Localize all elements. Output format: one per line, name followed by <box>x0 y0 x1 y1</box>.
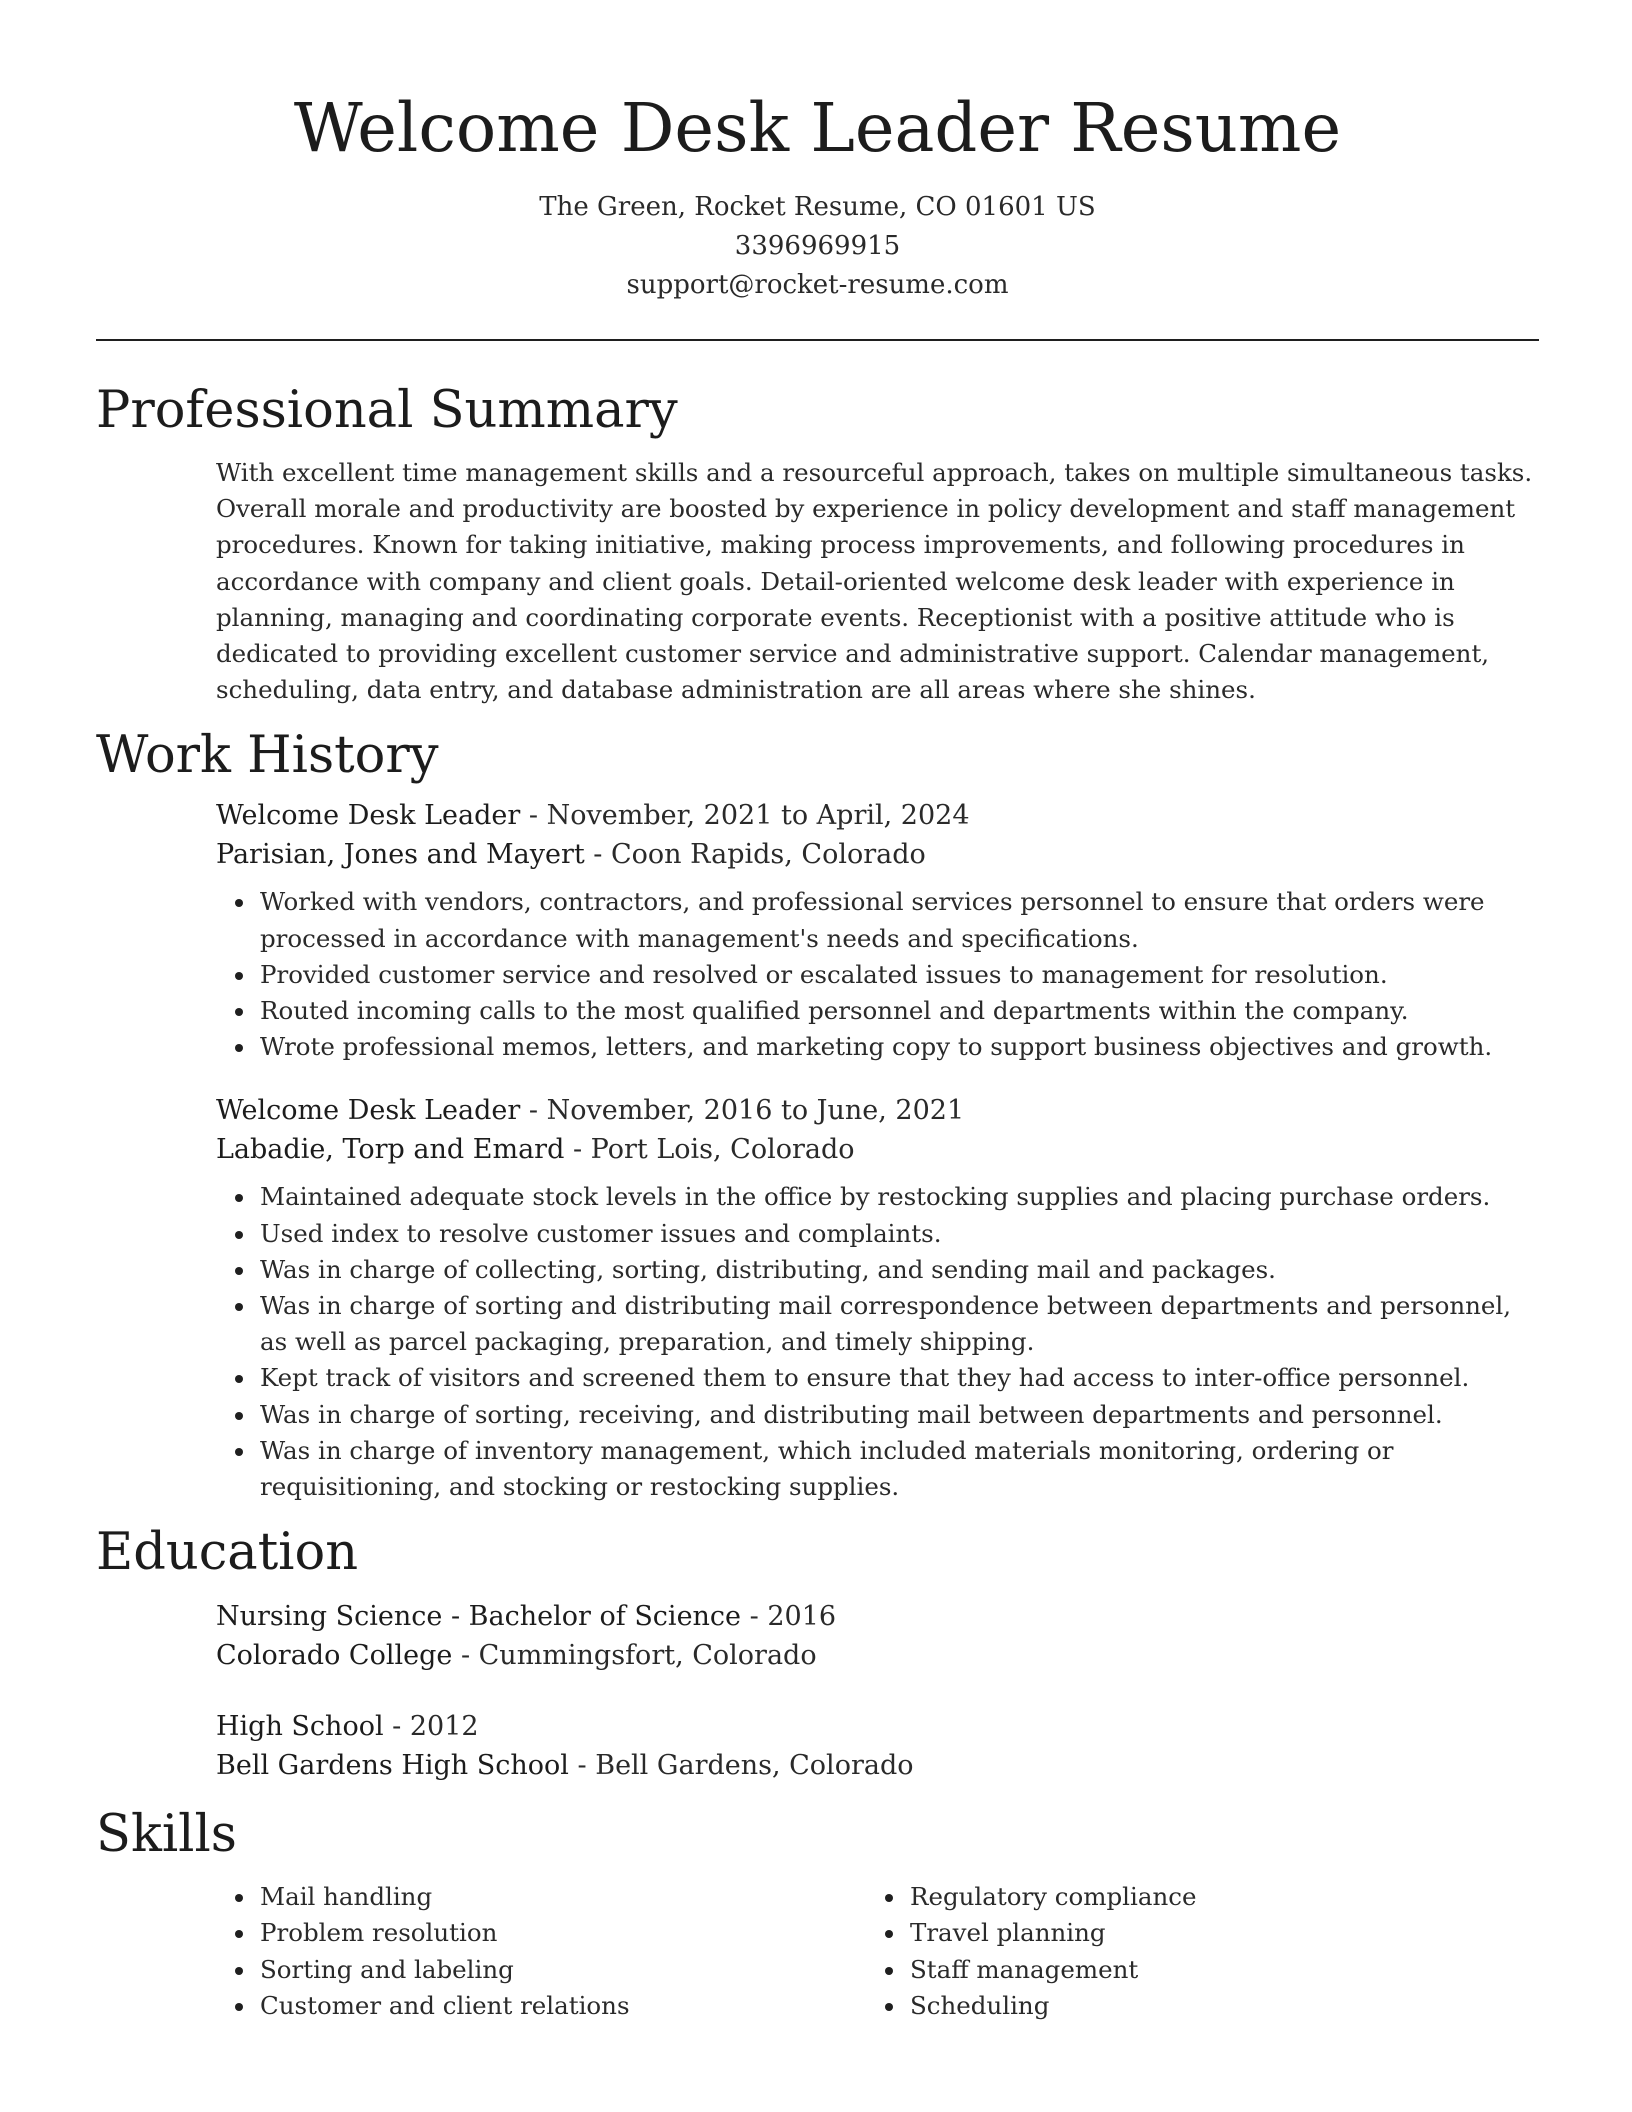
skill-item: Customer and client relations <box>260 1988 866 2024</box>
skill-item: Travel planning <box>910 1915 1516 1951</box>
job-location: - Coon Rapids, Colorado <box>584 839 926 871</box>
education-year: - 2012 <box>383 1711 479 1743</box>
job-title-line <box>216 1091 1539 1130</box>
skill-item: Regulatory compliance <box>910 1879 1516 1915</box>
job-entry <box>216 796 1539 1065</box>
list-item: Was in charge of collecting, sorting, distributing, and sending mail and packages. <box>260 1252 1539 1288</box>
education-section <box>96 1521 1539 1785</box>
education-degree: Nursing Science - Bachelor of Science <box>216 1601 742 1633</box>
education-degree-line <box>216 1597 1539 1636</box>
list-item: Provided customer service and resolved or escalated issues to management for resolution. <box>260 957 1539 993</box>
education-location: - Cummingsfort, Colorado <box>452 1640 817 1672</box>
contact-address: The Green, Rocket Resume, CO 01601 US <box>539 192 1096 222</box>
education-entry <box>216 1597 1539 1675</box>
skill-item: Mail handling <box>260 1879 866 1915</box>
resume-page <box>96 0 1539 2024</box>
skills-list-right <box>866 1879 1516 2024</box>
job-title-line <box>216 796 1539 835</box>
skill-item: Scheduling <box>910 1988 1516 2024</box>
list-item: Worked with vendors, contractors, and professional services personnel to ensure that orders were processed in accordance with management's needs and specifications. <box>260 884 1539 956</box>
contact-email: support@rocket-resume.com <box>626 270 1009 300</box>
job-company: Parisian, Jones and Mayert <box>216 839 585 871</box>
contact-block <box>96 188 1539 305</box>
resume-header <box>96 0 1539 305</box>
header-divider <box>96 339 1539 341</box>
job-company: Labadie, Torp and Emard <box>216 1134 565 1166</box>
summary-heading: Professional Summary <box>96 381 678 440</box>
list-item: Kept track of visitors and screened them to ensure that they had access to inter-office personnel. <box>260 1360 1539 1396</box>
skill-item: Sorting and labeling <box>260 1952 866 1988</box>
job-duties-list <box>216 1179 1539 1505</box>
contact-phone: 3396969915 <box>734 231 901 261</box>
skill-item: Staff management <box>910 1952 1516 1988</box>
education-location: - Bell Gardens, Colorado <box>568 1750 914 1782</box>
education-heading: Education <box>96 1523 359 1583</box>
skills-heading: Skills <box>96 1805 237 1865</box>
education-school: Bell Gardens High School <box>216 1750 569 1782</box>
job-dates: - November, 2021 to April, 2024 <box>520 800 970 832</box>
education-entry <box>216 1707 1539 1785</box>
education-degree: High School <box>216 1711 384 1743</box>
resume-title: Welcome Desk Leader Resume <box>293 89 1342 167</box>
list-item: Was in charge of sorting, receiving, and distributing mail between departments and personnel. <box>260 1397 1539 1433</box>
skills-list-left <box>216 1879 866 2024</box>
list-item: Routed incoming calls to the most qualified personnel and departments within the company. <box>260 993 1539 1029</box>
education-school: Colorado College <box>216 1640 453 1672</box>
skills-grid <box>216 1879 1539 2024</box>
work-history-section <box>96 724 1539 1505</box>
education-year: - 2016 <box>741 1601 837 1633</box>
list-item: Maintained adequate stock levels in the office by restocking supplies and placing purchase orders. <box>260 1179 1539 1215</box>
job-role: Welcome Desk Leader <box>216 800 521 832</box>
skills-section <box>96 1803 1539 2024</box>
work-history-heading: Work History <box>96 726 439 786</box>
summary-text: With excellent time management skills and a resourceful approach, takes on multiple simultaneous tasks. Overall morale and productivity are boosted by experience in policy development and staff management procedures. Known for taking initiative, making process improvements, and following procedures in accordance with company and client goals. Detail-oriented welcome desk leader with experience in planning, managing and coordinating corporate events. Receptionist with a positive attitude who is dedicated to providing excellent customer service and administrative support. Calendar management, scheduling, data entry, and database administration are all areas where she shines. <box>216 458 1533 705</box>
list-item: Used index to resolve customer issues and complaints. <box>260 1216 1539 1252</box>
skill-item: Problem resolution <box>260 1915 866 1951</box>
job-company-line <box>216 1130 1539 1169</box>
education-school-line <box>216 1636 1539 1675</box>
job-entry <box>216 1091 1539 1505</box>
list-item: Wrote professional memos, letters, and marketing copy to support business objectives and growth. <box>260 1029 1539 1065</box>
list-item: Was in charge of sorting and distributing mail correspondence between departments and personnel, as well as parcel packaging, preparation, and timely shipping. <box>260 1288 1539 1360</box>
summary-section <box>96 379 1539 708</box>
education-school-line <box>216 1746 1539 1785</box>
job-duties-list <box>216 884 1539 1065</box>
education-degree-line <box>216 1707 1539 1746</box>
job-location: - Port Lois, Colorado <box>564 1134 855 1166</box>
job-role: Welcome Desk Leader <box>216 1095 521 1127</box>
job-company-line <box>216 835 1539 874</box>
list-item: Was in charge of inventory management, which included materials monitoring, ordering or requisitioning, and stocking or restocking supplies. <box>260 1433 1539 1505</box>
job-dates: - November, 2016 to June, 2021 <box>520 1095 965 1127</box>
